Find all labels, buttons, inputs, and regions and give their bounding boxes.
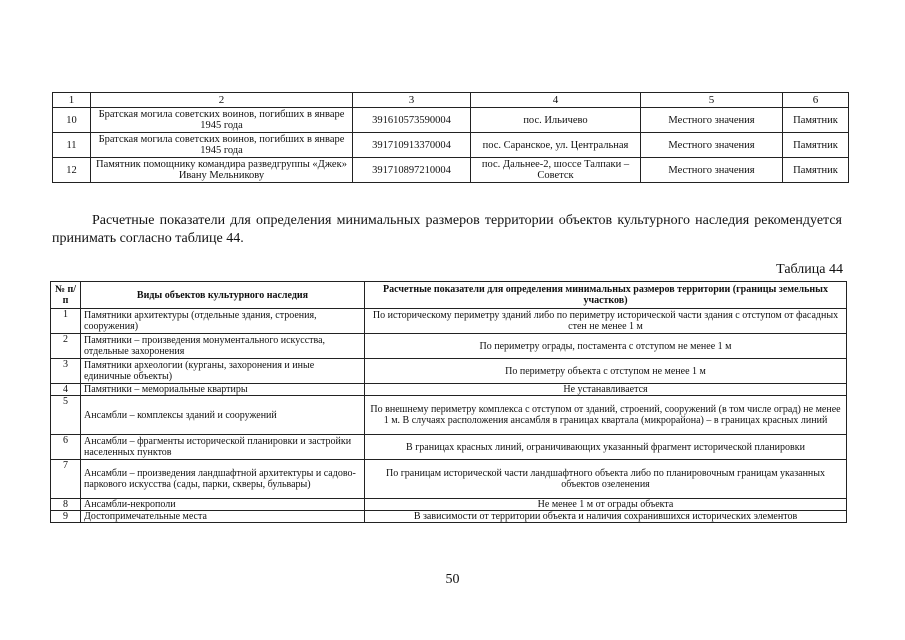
row-number: 1 [51, 309, 81, 334]
row-number: 11 [53, 133, 91, 158]
table-row [51, 396, 847, 435]
table-header-row [53, 93, 849, 108]
table-row [53, 133, 849, 158]
object-kind: Памятники архитектуры (отдельные здания, строения, сооружения) [81, 309, 365, 334]
territory-indicator: В зависимости от территории объекта и наличия сохранившихся исторических элементов [365, 511, 847, 523]
territory-indicator: По периметру ограды, постамента с отступом не менее 1 м [365, 334, 847, 359]
table-row [53, 108, 849, 133]
registry-code: 391710897210004 [353, 158, 471, 183]
object-significance: Местного значения [641, 108, 783, 133]
header-object-kind: Виды объектов культурного наследия [81, 282, 365, 309]
col-number-2: 2 [91, 93, 353, 108]
object-significance: Местного значения [641, 133, 783, 158]
body-paragraph: Расчетные показатели для определения минимальных размеров территории объектов культурного наследия рекомендуется принимать согласно таблице 44. [52, 213, 842, 246]
territory-indicator: По внешнему периметру комплекса с отступом от зданий, строений, сооружений (в том числе оград) не менее 1 м. В случаях расположения ансамбля в границах квартала (микрорайона) – в границах красных линий [365, 396, 847, 435]
territory-indicator: По историческому периметру зданий либо по периметру исторической части здания с отступом от фасадных стен не менее 1 м [365, 309, 847, 334]
table-caption: Таблица 44 [776, 262, 843, 277]
object-type: Памятник [783, 133, 849, 158]
row-number: 9 [51, 511, 81, 523]
object-kind: Достопримечательные места [81, 511, 365, 523]
table-row [53, 158, 849, 183]
object-name: Братская могила советских воинов, погибших в январе 1945 года [91, 133, 353, 158]
table-row [51, 460, 847, 499]
territory-indicator: По периметру объекта с отступом не менее 1 м [365, 359, 847, 384]
registry-code: 391610573590004 [353, 108, 471, 133]
table-row [51, 435, 847, 460]
table-row [51, 511, 847, 523]
object-kind: Памятники – произведения монументального искусства, отдельные захоронения [81, 334, 365, 359]
object-location: пос. Ильичево [471, 108, 641, 133]
col-number-6: 6 [783, 93, 849, 108]
row-number: 10 [53, 108, 91, 133]
row-number: 4 [51, 384, 81, 396]
object-name: Братская могила советских воинов, погибших в январе 1945 года [91, 108, 353, 133]
object-kind: Ансамбли-некрополи [81, 499, 365, 511]
row-number: 12 [53, 158, 91, 183]
table-row [51, 309, 847, 334]
row-number: 2 [51, 334, 81, 359]
object-type: Памятник [783, 158, 849, 183]
row-number: 6 [51, 435, 81, 460]
object-kind: Ансамбли – произведения ландшафтной архитектуры и садово-паркового искусства (сады, парки, скверы, бульвары) [81, 460, 365, 499]
header-number: № п/п [51, 282, 81, 309]
table-row [51, 334, 847, 359]
table-row [51, 499, 847, 511]
object-significance: Местного значения [641, 158, 783, 183]
heritage-objects-table-continuation [52, 92, 849, 183]
territory-indicator: По границам исторической части ландшафтного объекта либо по планировочным границам указанных объектов озеленения [365, 460, 847, 499]
object-kind: Памятники археологии (курганы, захоронения и иные единичные объекты) [81, 359, 365, 384]
table-row [51, 384, 847, 396]
object-kind: Ансамбли – фрагменты исторической планировки и застройки населенных пунктов [81, 435, 365, 460]
table-44 [50, 281, 847, 523]
territory-indicator: Не менее 1 м от ограды объекта [365, 499, 847, 511]
row-number: 8 [51, 499, 81, 511]
table-row [51, 359, 847, 384]
col-number-3: 3 [353, 93, 471, 108]
col-number-1: 1 [53, 93, 91, 108]
territory-indicator: В границах красных линий, ограничивающих указанный фрагмент исторической планировки [365, 435, 847, 460]
object-type: Памятник [783, 108, 849, 133]
col-number-4: 4 [471, 93, 641, 108]
col-number-5: 5 [641, 93, 783, 108]
row-number: 5 [51, 396, 81, 435]
object-kind: Памятники – мемориальные квартиры [81, 384, 365, 396]
territory-indicator: Не устанавливается [365, 384, 847, 396]
object-location: пос. Дальнее-2, шоссе Талпаки – Советск [471, 158, 641, 183]
header-indicator: Расчетные показатели для определения минимальных размеров территории (границы земельных участков) [365, 282, 847, 309]
table-header-row [51, 282, 847, 309]
row-number: 7 [51, 460, 81, 499]
registry-code: 391710913370004 [353, 133, 471, 158]
object-kind: Ансамбли – комплексы зданий и сооружений [81, 396, 365, 435]
page-number: 50 [445, 572, 460, 587]
row-number: 3 [51, 359, 81, 384]
object-location: пос. Саранское, ул. Центральная [471, 133, 641, 158]
object-name: Памятник помощнику командира разведгруппы «Джек» Ивану Мельникову [91, 158, 353, 183]
